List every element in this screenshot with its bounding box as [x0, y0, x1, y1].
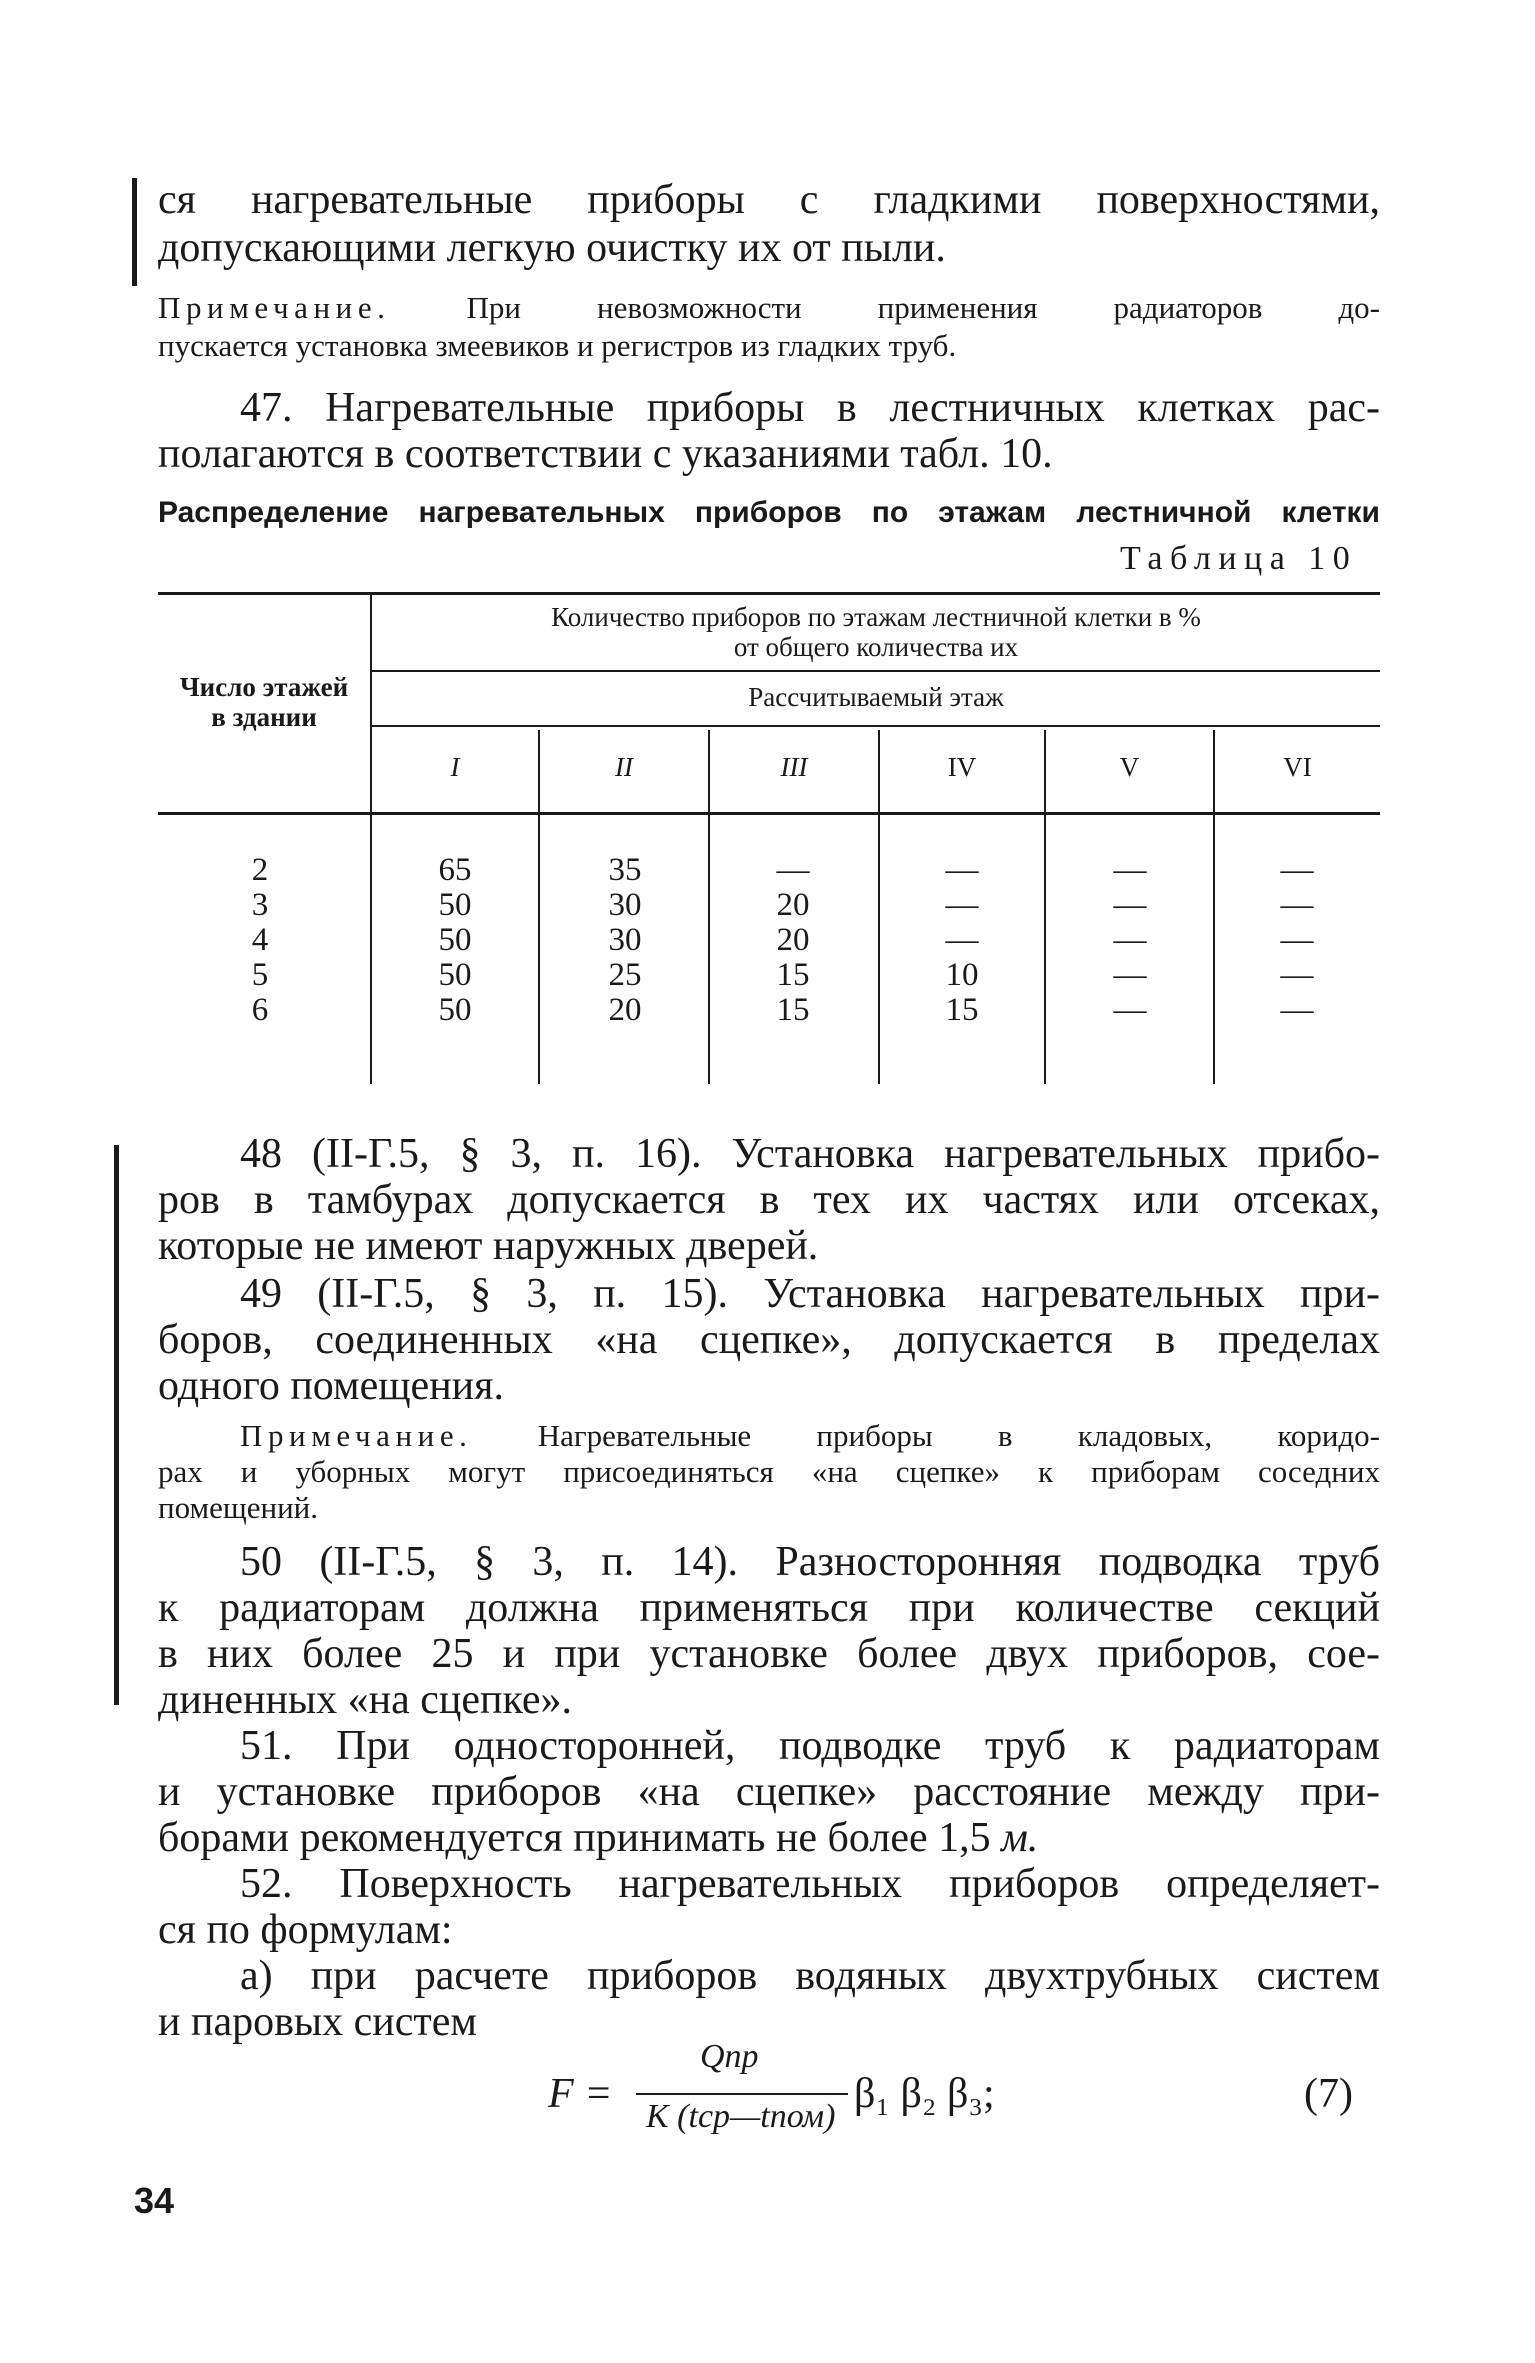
- paragraph-line: [158, 1814, 1380, 1862]
- paragraph-line: ся по формулам:: [158, 1907, 453, 1953]
- margin-change-bar: [114, 1145, 119, 1705]
- table-cell: 3: [251, 887, 269, 923]
- table-cell: 50: [438, 922, 472, 958]
- floor-header-vi: VI: [1283, 752, 1312, 782]
- margin-change-bar: [132, 178, 137, 286]
- note-label: Примечание.: [240, 1418, 473, 1453]
- table-cell: 30: [608, 922, 642, 958]
- paragraph-line: 48 (II-Г.5, § 3, п. 16). Установка нагревательных прибо-: [240, 1131, 1380, 1177]
- table-cell: 35: [608, 852, 642, 888]
- table-cell: 20: [776, 922, 810, 958]
- note-line: [158, 290, 1380, 326]
- table-header-floor: Рассчитываемый этаж: [748, 682, 1004, 712]
- table-cell: 65: [438, 852, 472, 888]
- table-column-rule: [708, 730, 710, 1084]
- floor-header-v: V: [1119, 752, 1140, 782]
- table-cell: —: [1280, 887, 1314, 923]
- table-cell: 6: [251, 992, 269, 1028]
- table-cell: 50: [438, 887, 472, 923]
- table-cell: —: [1280, 922, 1314, 958]
- unit-text: м.: [1001, 1815, 1039, 1861]
- floor-header-iv: IV: [947, 752, 977, 782]
- floor-header-iii: III: [780, 752, 808, 782]
- paragraph-line: ров в тамбурах допускается в тех их частях или отсеках,: [158, 1177, 1380, 1223]
- table-cell: 25: [608, 957, 642, 993]
- table-cell: 15: [776, 992, 810, 1028]
- paragraph-line: 50 (II-Г.5, § 3, п. 14). Разносторонняя подводка труб: [240, 1539, 1380, 1585]
- table-cell: —: [1280, 852, 1314, 888]
- table-caption: Распределение нагревательных приборов по этажам лестничной клетки: [158, 496, 1380, 529]
- table-cell: 15: [945, 992, 979, 1028]
- table-column-floor-iv: [927, 853, 997, 1028]
- note-line: помещений.: [158, 1490, 319, 1525]
- formula-number: (7): [1304, 2071, 1353, 2117]
- table-cell: —: [1113, 922, 1147, 958]
- table-cell: 20: [776, 887, 810, 923]
- table-header-bottom-rule: [158, 812, 1380, 815]
- paragraph-line: полагаются в соответствии с указаниями табл. 10.: [158, 431, 1053, 477]
- table-cell: —: [1280, 957, 1314, 993]
- paragraph-line: 47. Нагревательные приборы в лестничных клетках рас-: [240, 385, 1380, 431]
- table-column-rule: [878, 730, 880, 1084]
- table-cell: —: [1113, 957, 1147, 993]
- table-column-floor-i: [420, 853, 490, 1028]
- table-cell: —: [1280, 992, 1314, 1028]
- table-column-floor-iii: [758, 853, 828, 1028]
- formula-denominator: K (tср—tпом): [646, 2098, 836, 2135]
- table-cell: 4: [251, 922, 269, 958]
- paragraph-line: ся нагревательные приборы с гладкими поверхностями,: [158, 177, 1380, 223]
- table-header-group: [372, 602, 1380, 662]
- floor-header-ii: II: [615, 752, 633, 782]
- page-number: 34: [134, 2180, 175, 2221]
- table-cell: —: [1113, 852, 1147, 888]
- paragraph-line: которые не имеют наружных дверей.: [158, 1223, 819, 1269]
- paragraph-line: и установке приборов «на сцепке» расстояние между при-: [158, 1769, 1380, 1815]
- table-cell: 2: [251, 852, 269, 888]
- table-cell: 50: [438, 992, 472, 1028]
- paragraph-line: к радиаторам должна применяться при количестве секций: [158, 1585, 1380, 1631]
- header-text: Количество приборов по этажам лестничной клетки в %: [551, 602, 1201, 632]
- table-column-storeys: [230, 853, 290, 1028]
- paragraph-line: а) при расчете приборов водяных двухтрубных систем: [240, 1953, 1380, 1999]
- table-cell: 10: [945, 957, 979, 993]
- paragraph-line: диненных «на сцепке».: [158, 1677, 572, 1723]
- table-header-storeys: [158, 672, 370, 732]
- paragraph-line: и паровых систем: [158, 1999, 477, 2045]
- note-text: Нагревательные приборы в кладовых, коридо-: [537, 1418, 1381, 1453]
- note-label: Примечание.: [158, 290, 391, 325]
- paragraph-line: 49 (II-Г.5, § 3, п. 15). Установка нагревательных при-: [240, 1271, 1380, 1317]
- table-column-rule: [1044, 730, 1046, 1084]
- fraction-bar: [636, 2093, 848, 2095]
- table-top-rule: [158, 592, 1380, 595]
- table-cell: —: [945, 887, 979, 923]
- paragraph-line: в них более 25 и при установке более двух приборов, сое-: [158, 1631, 1380, 1677]
- paragraph-line: боров, соединенных «на сцепке», допускается в пределах: [158, 1317, 1380, 1363]
- header-text: от общего количества их: [733, 632, 1019, 662]
- paragraph-text: борами рекомендуется принимать не более 1,5: [158, 1815, 1002, 1861]
- formula-betas: β₁ β₂ β₃;: [854, 2071, 995, 2117]
- note-line: [240, 1418, 1380, 1454]
- table-cell: —: [1113, 992, 1147, 1028]
- table-rule: [372, 725, 1380, 727]
- header-text: Число этажей: [179, 672, 349, 702]
- table-cell: —: [776, 852, 810, 888]
- table-column-floor-v: [1095, 853, 1165, 1028]
- table-cell: 30: [608, 887, 642, 923]
- paragraph-line: одного помещения.: [158, 1363, 504, 1409]
- table-cell: 15: [776, 957, 810, 993]
- header-text: в здании: [211, 702, 317, 732]
- note-line: пускается установка змеевиков и регистров из гладких труб.: [158, 328, 957, 363]
- note-line: рах и уборных могут присоединяться «на сцепке» к приборам соседних: [158, 1454, 1380, 1489]
- table-cell: 50: [438, 957, 472, 993]
- paragraph-line: 51. При односторонней, подводке труб к радиаторам: [240, 1723, 1380, 1769]
- table-column-floor-ii: [590, 853, 660, 1028]
- paragraph-line: 52. Поверхность нагревательных приборов определяет-: [240, 1861, 1380, 1907]
- table-cell: —: [945, 922, 979, 958]
- paragraph-line: допускающими легкую очистку их от пыли.: [158, 225, 946, 271]
- table-column-floor-vi: [1262, 853, 1332, 1028]
- table-column-rule: [1213, 730, 1215, 1084]
- table-cell: 5: [251, 957, 269, 993]
- table-column-rule: [370, 594, 372, 1084]
- table-cell: —: [945, 852, 979, 888]
- formula-lhs: F =: [548, 2071, 613, 2117]
- table-column-rule: [538, 730, 540, 1084]
- table-label: Таблица 10: [1120, 540, 1358, 577]
- note-text: При невозможности применения радиаторов до-: [466, 290, 1381, 325]
- table-cell: 20: [608, 992, 642, 1028]
- table-cell: —: [1113, 887, 1147, 923]
- table-rule: [372, 670, 1380, 672]
- formula-numerator: Qпр: [700, 2038, 759, 2075]
- floor-header-i: I: [450, 752, 460, 782]
